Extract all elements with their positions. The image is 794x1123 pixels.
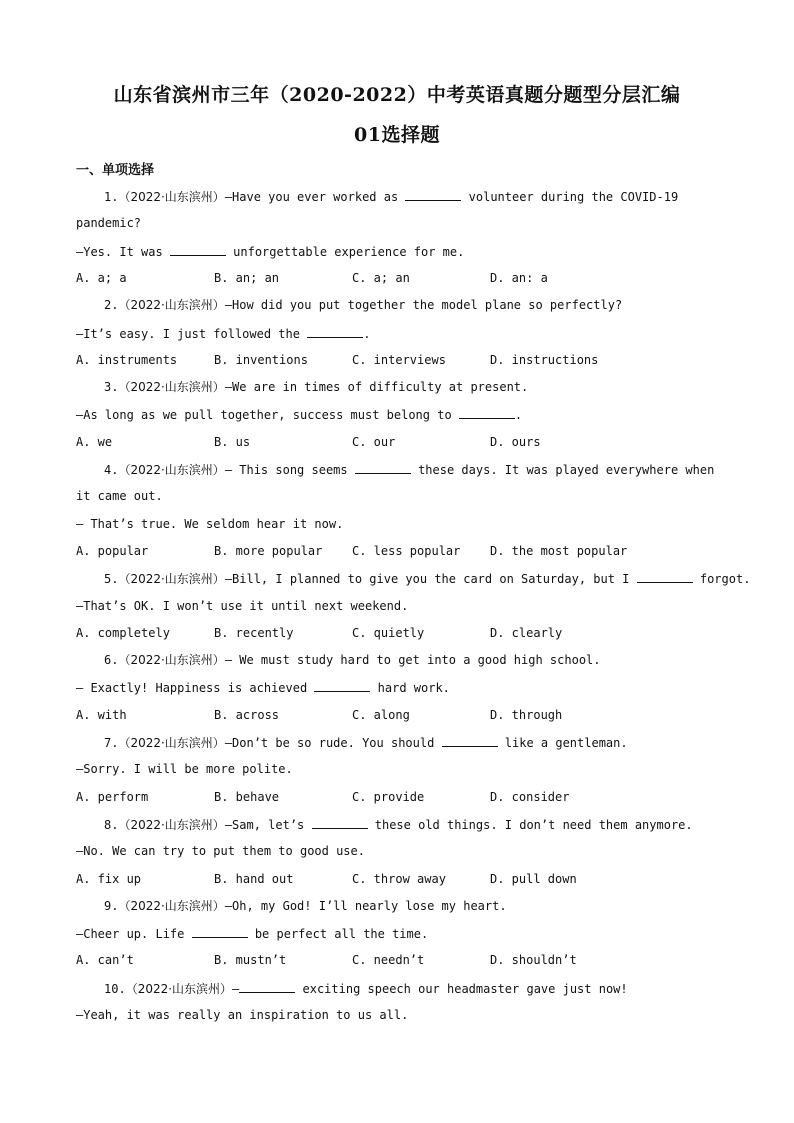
question-source: （2022·山东滨州）: [118, 817, 225, 832]
question-stem: [104, 734, 628, 751]
question-continuation: pandemic?: [76, 216, 142, 231]
option-c: C. interviews: [352, 352, 446, 367]
question-source: （2022·山东滨州）: [118, 736, 225, 750]
question-number: 8.: [104, 817, 119, 832]
question-text: like a gentleman.: [497, 736, 628, 750]
option-d: D. an: a: [490, 270, 548, 285]
option-c: C. quietly: [352, 625, 425, 640]
answer-blank: [312, 816, 368, 829]
option-b: B. us: [214, 434, 251, 449]
option-d: D. pull down: [490, 871, 577, 886]
option-c: C. our: [352, 434, 396, 449]
question-text: —How did you put together the model plane so perfectly?: [224, 298, 623, 313]
option-d: D. clearly: [490, 625, 563, 640]
section-heading: 一、单项选择: [76, 163, 155, 178]
question-stem: [104, 898, 507, 914]
question-source: （2022·山东滨州）: [118, 380, 225, 395]
option-d: D. instructions: [490, 352, 599, 367]
option-b: B. recently: [214, 625, 294, 640]
reply-text: [76, 325, 370, 342]
question-number: 3.: [104, 380, 119, 395]
reply-text-part: —Sorry. I will be more polite.: [76, 762, 293, 777]
reply-text-part: .: [514, 408, 523, 423]
document-title: 山东省滨州市三年（2020-2022）中考英语真题分题型分层汇编: [113, 84, 681, 106]
option-b: B. more popular: [214, 543, 323, 558]
question-text: forgot.: [692, 572, 751, 587]
question-stem: [104, 816, 693, 833]
question-number: 7.: [104, 736, 119, 750]
option-a: A. perform: [76, 789, 149, 804]
option-d: D. the most popular: [490, 543, 628, 558]
option-d: D. shouldn’t: [490, 953, 577, 968]
question-number: 10.: [104, 981, 126, 996]
option-c: C. a; an: [352, 270, 410, 285]
option-d: D. ours: [490, 434, 541, 449]
question-stem: [104, 652, 601, 668]
option-a: A. popular: [76, 543, 149, 558]
question-text: these days. It was played everywhere when: [410, 463, 715, 477]
option-a: A. completely: [76, 625, 170, 640]
question-stem: [104, 461, 714, 478]
reply-text-part: — That’s true. We seldom hear it now.: [76, 516, 344, 531]
option-a: A. instruments: [76, 352, 178, 367]
question-text: volunteer during the COVID-19: [461, 190, 679, 204]
option-c: C. less popular: [352, 543, 461, 558]
answer-blank: [314, 679, 370, 692]
question-text: —Don’t be so rude. You should: [224, 736, 442, 750]
reply-text-part: .: [363, 326, 371, 341]
answer-blank: [170, 243, 226, 256]
document-subtitle: 01选择题: [354, 124, 440, 146]
question-text: —: [232, 981, 240, 996]
question-stem: [104, 297, 622, 313]
reply-text: [76, 516, 343, 532]
question-text: —Have you ever worked as: [224, 190, 406, 204]
reply-text-part: hard work.: [370, 681, 450, 696]
reply-text: [76, 1007, 408, 1023]
question-source: （2022·山东滨州）: [118, 898, 225, 913]
option-a: A. we: [76, 434, 113, 449]
answer-blank: [442, 734, 498, 747]
reply-text-part: —That’s OK. I won’t use it until next weekend.: [76, 598, 409, 613]
reply-text: [76, 406, 522, 423]
reply-text: [76, 679, 450, 696]
answer-blank: [405, 188, 461, 201]
option-c: C. needn’t: [352, 953, 425, 968]
reply-text-part: —No. We can try to put them to good use.: [76, 844, 365, 859]
question-source: （2022·山东滨州）: [118, 298, 225, 313]
answer-blank: [459, 406, 515, 419]
question-number: 9.: [104, 898, 119, 913]
reply-text-part: be perfect all the time.: [247, 927, 429, 942]
question-text: —Oh, my God! I’ll nearly lose my heart.: [224, 898, 507, 913]
option-b: B. behave: [214, 789, 280, 804]
option-b: B. mustn’t: [214, 953, 287, 968]
question-stem: [104, 379, 528, 395]
question-text: these old things. I don’t need them anymore.: [367, 817, 693, 832]
option-a: A. a; a: [76, 270, 127, 285]
reply-text-part: —Cheer up. Life: [76, 927, 192, 942]
option-a: A. with: [76, 707, 127, 722]
reply-text: [76, 598, 408, 614]
question-source: （2022·山东滨州）: [118, 190, 225, 204]
question-text: —Sam, let’s: [224, 817, 312, 832]
reply-text: [76, 843, 365, 859]
question-text: — This song seems: [224, 463, 355, 477]
option-c: C. along: [352, 707, 410, 722]
reply-text: [76, 761, 293, 777]
option-a: A. fix up: [76, 871, 142, 886]
question-text: —We are in times of difficulty at present.: [224, 380, 529, 395]
reply-text-part: —It’s easy. I just followed the: [76, 326, 308, 341]
question-stem: [104, 980, 628, 997]
question-source: （2022·山东滨州）: [118, 572, 225, 587]
option-b: B. inventions: [214, 352, 308, 367]
question-number: 2.: [104, 298, 119, 313]
answer-blank: [637, 570, 693, 583]
option-b: B. across: [214, 707, 280, 722]
question-text: —Bill, I planned to give you the card on Saturday, but I: [224, 572, 637, 587]
question-source: （2022·山东滨州）: [118, 463, 225, 477]
answer-blank: [192, 925, 248, 938]
option-d: D. through: [490, 707, 563, 722]
question-source: （2022·山东滨州）: [125, 981, 233, 996]
answer-blank: [307, 325, 363, 338]
question-text: exciting speech our headmaster gave just now!: [295, 981, 628, 996]
option-c: C. throw away: [352, 871, 446, 886]
question-stem: [104, 570, 750, 587]
reply-text-part: — Exactly! Happiness is achieved: [76, 681, 315, 696]
reply-text: [76, 925, 428, 942]
question-number: 5.: [104, 572, 119, 587]
question-number: 6.: [104, 653, 119, 668]
reply-text: [76, 243, 464, 260]
option-a: A. can’t: [76, 953, 134, 968]
question-number: 1.: [104, 190, 119, 204]
question-continuation: it came out.: [76, 489, 163, 504]
reply-text-part: —As long as we pull together, success must belong to: [76, 408, 459, 423]
option-b: B. hand out: [214, 871, 294, 886]
answer-blank: [355, 461, 411, 474]
answer-blank: [239, 980, 295, 993]
option-c: C. provide: [352, 789, 425, 804]
question-text: — We must study hard to get into a good high school.: [224, 653, 601, 668]
option-d: D. consider: [490, 789, 570, 804]
option-b: B. an; an: [214, 270, 280, 285]
question-number: 4.: [104, 463, 119, 477]
question-source: （2022·山东滨州）: [118, 653, 225, 668]
reply-text-part: —Yes. It was: [76, 244, 170, 259]
reply-text-part: unforgettable experience for me.: [225, 244, 465, 259]
reply-text-part: —Yeah, it was really an inspiration to us all.: [76, 1008, 409, 1022]
question-stem: [104, 188, 678, 205]
